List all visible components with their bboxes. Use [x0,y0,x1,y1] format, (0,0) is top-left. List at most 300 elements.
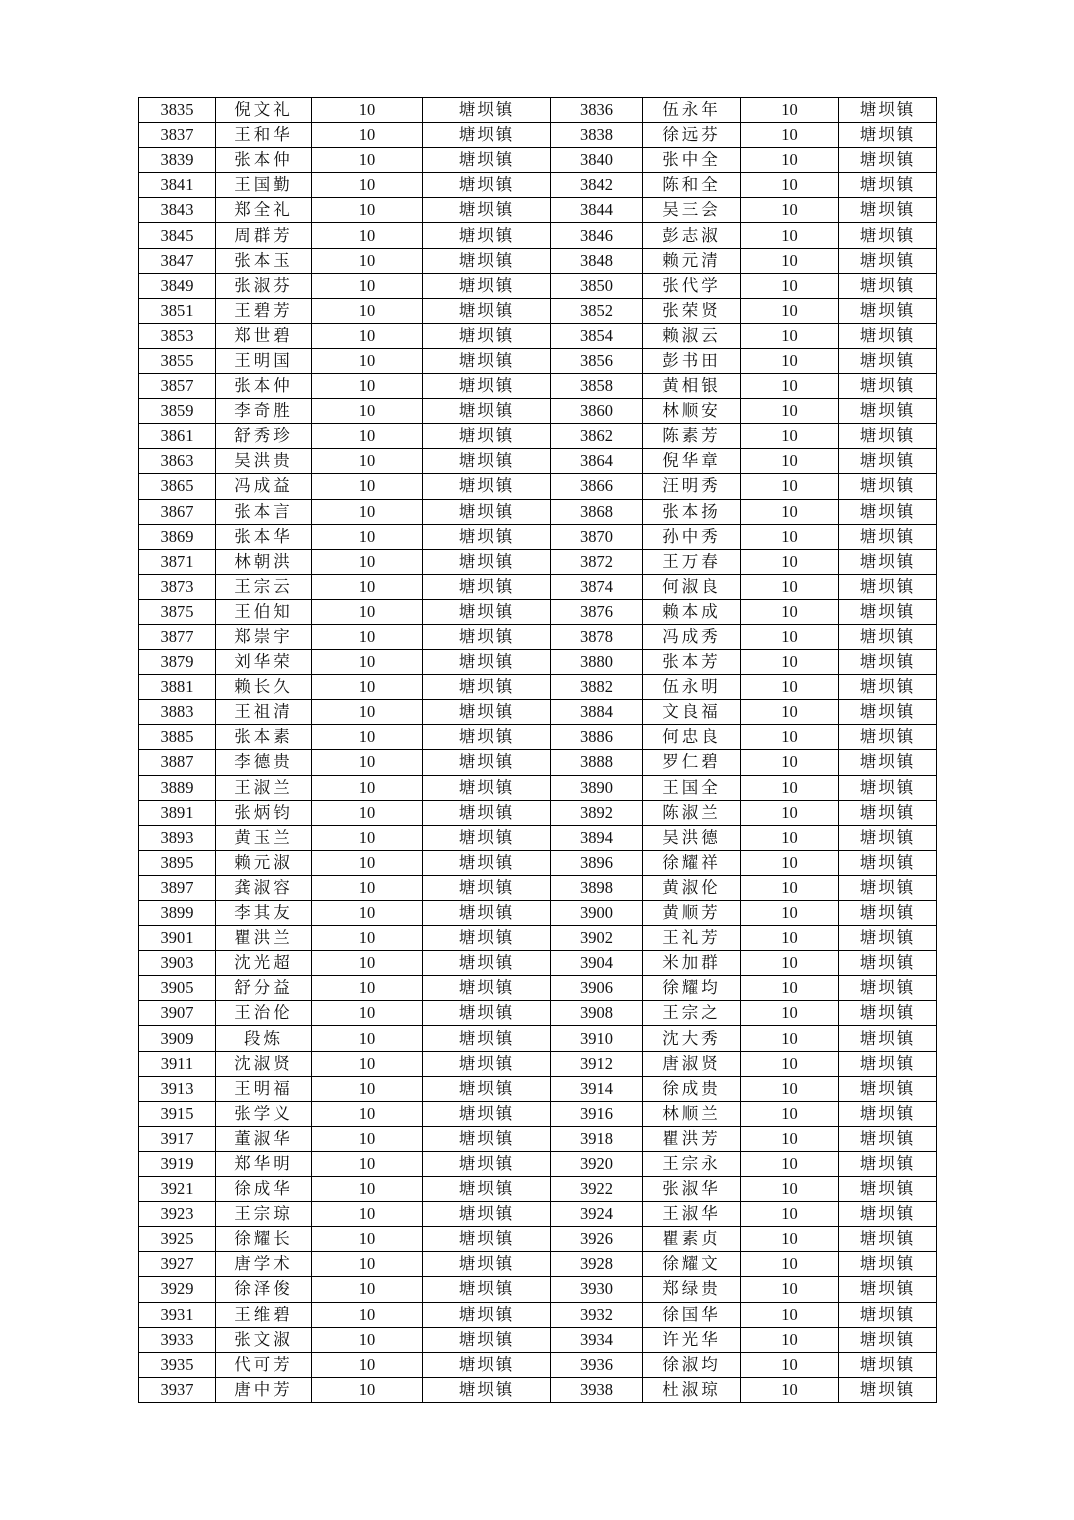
cell-town: 塘坝镇 [839,1151,937,1176]
cell-id: 3864 [551,449,643,474]
cell-town: 塘坝镇 [839,248,937,273]
cell-score: 10 [741,374,839,399]
cell-score: 10 [741,599,839,624]
cell-id: 3861 [139,424,216,449]
cell-name: 王祖清 [216,700,312,725]
cell-name: 张本素 [216,725,312,750]
cell-id: 3899 [139,901,216,926]
cell-score: 10 [312,198,423,223]
cell-town: 塘坝镇 [839,399,937,424]
cell-name: 郑绿贵 [643,1277,741,1302]
cell-name: 王国勤 [216,173,312,198]
table-row [139,549,937,574]
cell-town: 塘坝镇 [839,800,937,825]
cell-id: 3895 [139,850,216,875]
cell-town: 塘坝镇 [839,875,937,900]
cell-town: 塘坝镇 [423,1177,551,1202]
cell-name: 张文淑 [216,1327,312,1352]
cell-town: 塘坝镇 [839,298,937,323]
table-row [139,1277,937,1302]
table-row [139,976,937,1001]
cell-town: 塘坝镇 [839,1101,937,1126]
table-row [139,348,937,373]
cell-name: 赖淑云 [643,323,741,348]
cell-name: 刘华荣 [216,650,312,675]
cell-score: 10 [741,474,839,499]
cell-name: 郑崇宇 [216,624,312,649]
cell-id: 3839 [139,148,216,173]
cell-score: 10 [312,875,423,900]
cell-name: 周群芳 [216,223,312,248]
table-row [139,1076,937,1101]
table-row [139,1377,937,1402]
cell-name: 张淑华 [643,1177,741,1202]
cell-score: 10 [741,1151,839,1176]
cell-town: 塘坝镇 [423,123,551,148]
cell-score: 10 [312,700,423,725]
cell-town: 塘坝镇 [423,424,551,449]
cell-name: 唐中芳 [216,1377,312,1402]
cell-id: 3853 [139,323,216,348]
cell-score: 10 [312,750,423,775]
cell-id: 3930 [551,1277,643,1302]
cell-score: 10 [312,1126,423,1151]
cell-id: 3925 [139,1227,216,1252]
cell-id: 3859 [139,399,216,424]
cell-town: 塘坝镇 [839,825,937,850]
cell-name: 王明国 [216,348,312,373]
cell-score: 10 [741,1076,839,1101]
cell-town: 塘坝镇 [839,1327,937,1352]
cell-id: 3878 [551,624,643,649]
cell-score: 10 [312,1001,423,1026]
cell-id: 3904 [551,951,643,976]
cell-score: 10 [741,1001,839,1026]
cell-name: 何忠良 [643,725,741,750]
cell-town: 塘坝镇 [423,775,551,800]
cell-score: 10 [312,775,423,800]
cell-town: 塘坝镇 [423,348,551,373]
cell-town: 塘坝镇 [423,901,551,926]
cell-score: 10 [741,976,839,1001]
cell-name: 王宗永 [643,1151,741,1176]
table-row [139,1227,937,1252]
table-row [139,850,937,875]
cell-town: 塘坝镇 [839,1076,937,1101]
cell-town: 塘坝镇 [423,374,551,399]
cell-name: 黄玉兰 [216,825,312,850]
cell-id: 3938 [551,1377,643,1402]
cell-town: 塘坝镇 [839,951,937,976]
cell-score: 10 [741,273,839,298]
table-row [139,926,937,951]
cell-id: 3924 [551,1202,643,1227]
cell-id: 3836 [551,98,643,123]
cell-id: 3860 [551,399,643,424]
cell-id: 3883 [139,700,216,725]
cell-score: 10 [741,424,839,449]
cell-name: 张中全 [643,148,741,173]
cell-score: 10 [312,1302,423,1327]
cell-name: 徐耀均 [643,976,741,1001]
cell-town: 塘坝镇 [423,1377,551,1402]
cell-score: 10 [312,1227,423,1252]
cell-town: 塘坝镇 [423,1302,551,1327]
cell-id: 3927 [139,1252,216,1277]
cell-score: 10 [312,248,423,273]
cell-score: 10 [741,198,839,223]
cell-id: 3917 [139,1126,216,1151]
table-row [139,449,937,474]
cell-id: 3918 [551,1126,643,1151]
cell-name: 张代学 [643,273,741,298]
table-row [139,399,937,424]
cell-score: 10 [741,825,839,850]
cell-score: 10 [741,675,839,700]
cell-score: 10 [312,1252,423,1277]
cell-id: 3871 [139,549,216,574]
cell-id: 3932 [551,1302,643,1327]
cell-id: 3936 [551,1352,643,1377]
cell-id: 3893 [139,825,216,850]
cell-id: 3929 [139,1277,216,1302]
cell-score: 10 [312,850,423,875]
cell-town: 塘坝镇 [423,825,551,850]
cell-id: 3885 [139,725,216,750]
cell-score: 10 [312,1277,423,1302]
cell-town: 塘坝镇 [839,98,937,123]
cell-name: 郑华明 [216,1151,312,1176]
cell-score: 10 [741,750,839,775]
cell-id: 3835 [139,98,216,123]
table-row [139,223,937,248]
cell-name: 李德贵 [216,750,312,775]
cell-id: 3906 [551,976,643,1001]
cell-score: 10 [312,499,423,524]
table-row [139,700,937,725]
cell-town: 塘坝镇 [423,98,551,123]
cell-town: 塘坝镇 [423,399,551,424]
cell-town: 塘坝镇 [423,1001,551,1026]
cell-name: 徐远芬 [643,123,741,148]
cell-name: 徐耀祥 [643,850,741,875]
cell-name: 王宗之 [643,1001,741,1026]
cell-score: 10 [312,399,423,424]
cell-score: 10 [741,1302,839,1327]
cell-name: 汪明秀 [643,474,741,499]
table-row [139,825,937,850]
cell-id: 3912 [551,1051,643,1076]
cell-town: 塘坝镇 [423,700,551,725]
cell-name: 徐成华 [216,1177,312,1202]
cell-town: 塘坝镇 [423,650,551,675]
cell-name: 吴洪贵 [216,449,312,474]
cell-id: 3934 [551,1327,643,1352]
cell-id: 3867 [139,499,216,524]
cell-town: 塘坝镇 [423,875,551,900]
table-row [139,1001,937,1026]
cell-town: 塘坝镇 [839,549,937,574]
cell-id: 3913 [139,1076,216,1101]
cell-town: 塘坝镇 [839,198,937,223]
table-row [139,775,937,800]
cell-score: 10 [312,424,423,449]
table-row [139,1151,937,1176]
table-row [139,1126,937,1151]
cell-score: 10 [312,574,423,599]
cell-town: 塘坝镇 [423,1026,551,1051]
cell-id: 3887 [139,750,216,775]
cell-town: 塘坝镇 [423,1252,551,1277]
cell-name: 林朝洪 [216,549,312,574]
cell-name: 吴洪德 [643,825,741,850]
cell-town: 塘坝镇 [839,1302,937,1327]
cell-town: 塘坝镇 [839,1227,937,1252]
cell-town: 塘坝镇 [423,524,551,549]
cell-town: 塘坝镇 [423,248,551,273]
cell-id: 3919 [139,1151,216,1176]
cell-town: 塘坝镇 [423,198,551,223]
cell-name: 王礼芳 [643,926,741,951]
cell-score: 10 [741,524,839,549]
cell-name: 王万春 [643,549,741,574]
cell-name: 沈大秀 [643,1026,741,1051]
cell-name: 张学义 [216,1101,312,1126]
cell-town: 塘坝镇 [839,348,937,373]
table-row [139,198,937,223]
cell-id: 3898 [551,875,643,900]
cell-score: 10 [741,1202,839,1227]
cell-score: 10 [741,399,839,424]
cell-town: 塘坝镇 [839,700,937,725]
cell-score: 10 [741,700,839,725]
cell-id: 3900 [551,901,643,926]
cell-id: 3866 [551,474,643,499]
cell-score: 10 [312,1076,423,1101]
cell-name: 瞿洪兰 [216,926,312,951]
cell-score: 10 [741,624,839,649]
table-row [139,173,937,198]
cell-score: 10 [741,549,839,574]
table-row [139,248,937,273]
cell-score: 10 [741,800,839,825]
cell-score: 10 [312,1101,423,1126]
cell-score: 10 [312,474,423,499]
cell-name: 彭志淑 [643,223,741,248]
cell-name: 张本扬 [643,499,741,524]
cell-id: 3857 [139,374,216,399]
cell-score: 10 [741,926,839,951]
roster-table [138,97,937,1403]
cell-score: 10 [741,173,839,198]
cell-id: 3876 [551,599,643,624]
cell-score: 10 [312,926,423,951]
cell-town: 塘坝镇 [839,1202,937,1227]
cell-name: 文良福 [643,700,741,725]
cell-name: 王淑华 [643,1202,741,1227]
cell-town: 塘坝镇 [839,650,937,675]
cell-score: 10 [312,1202,423,1227]
cell-name: 王宗云 [216,574,312,599]
cell-town: 塘坝镇 [839,976,937,1001]
cell-id: 3841 [139,173,216,198]
cell-score: 10 [741,875,839,900]
cell-name: 陈素芳 [643,424,741,449]
cell-town: 塘坝镇 [423,273,551,298]
cell-id: 3897 [139,875,216,900]
cell-town: 塘坝镇 [423,1076,551,1101]
cell-score: 10 [741,123,839,148]
table-row [139,474,937,499]
cell-score: 10 [741,951,839,976]
cell-town: 塘坝镇 [423,1352,551,1377]
cell-id: 3892 [551,800,643,825]
cell-name: 杜淑琼 [643,1377,741,1402]
cell-score: 10 [312,173,423,198]
cell-town: 塘坝镇 [423,1051,551,1076]
cell-score: 10 [741,323,839,348]
cell-score: 10 [312,951,423,976]
cell-town: 塘坝镇 [839,524,937,549]
cell-town: 塘坝镇 [423,599,551,624]
cell-id: 3935 [139,1352,216,1377]
cell-name: 徐淑均 [643,1352,741,1377]
cell-town: 塘坝镇 [423,574,551,599]
cell-score: 10 [312,273,423,298]
table-row [139,599,937,624]
cell-name: 张本玉 [216,248,312,273]
cell-name: 赖长久 [216,675,312,700]
cell-id: 3848 [551,248,643,273]
cell-town: 塘坝镇 [839,1352,937,1377]
cell-town: 塘坝镇 [423,800,551,825]
cell-town: 塘坝镇 [839,1001,937,1026]
cell-town: 塘坝镇 [423,1277,551,1302]
cell-town: 塘坝镇 [839,624,937,649]
cell-town: 塘坝镇 [839,1051,937,1076]
cell-town: 塘坝镇 [423,725,551,750]
cell-id: 3937 [139,1377,216,1402]
cell-town: 塘坝镇 [423,223,551,248]
cell-id: 3850 [551,273,643,298]
cell-town: 塘坝镇 [839,148,937,173]
cell-name: 徐耀文 [643,1252,741,1277]
cell-town: 塘坝镇 [423,850,551,875]
cell-score: 10 [312,675,423,700]
cell-id: 3870 [551,524,643,549]
cell-score: 10 [312,1051,423,1076]
cell-town: 塘坝镇 [839,850,937,875]
cell-name: 瞿洪芳 [643,1126,741,1151]
cell-id: 3888 [551,750,643,775]
cell-id: 3872 [551,549,643,574]
cell-name: 许光华 [643,1327,741,1352]
cell-town: 塘坝镇 [423,750,551,775]
table-row [139,1202,937,1227]
cell-score: 10 [312,123,423,148]
cell-id: 3886 [551,725,643,750]
cell-town: 塘坝镇 [839,926,937,951]
cell-name: 唐学术 [216,1252,312,1277]
cell-town: 塘坝镇 [839,273,937,298]
cell-town: 塘坝镇 [839,223,937,248]
cell-id: 3928 [551,1252,643,1277]
cell-town: 塘坝镇 [839,1252,937,1277]
cell-score: 10 [312,599,423,624]
cell-id: 3847 [139,248,216,273]
cell-score: 10 [741,98,839,123]
cell-town: 塘坝镇 [839,901,937,926]
cell-id: 3855 [139,348,216,373]
cell-id: 3881 [139,675,216,700]
cell-id: 3852 [551,298,643,323]
cell-id: 3845 [139,223,216,248]
cell-score: 10 [741,901,839,926]
cell-score: 10 [312,1026,423,1051]
cell-town: 塘坝镇 [839,424,937,449]
cell-id: 3923 [139,1202,216,1227]
cell-name: 赖本成 [643,599,741,624]
table-row [139,298,937,323]
cell-name: 罗仁碧 [643,750,741,775]
cell-town: 塘坝镇 [839,173,937,198]
table-row [139,323,937,348]
cell-name: 米加群 [643,951,741,976]
table-row [139,1177,937,1202]
cell-score: 10 [312,725,423,750]
cell-score: 10 [312,323,423,348]
cell-town: 塘坝镇 [423,675,551,700]
cell-id: 3891 [139,800,216,825]
cell-name: 黄淑伦 [643,875,741,900]
cell-id: 3933 [139,1327,216,1352]
cell-score: 10 [312,98,423,123]
cell-town: 塘坝镇 [423,148,551,173]
cell-town: 塘坝镇 [839,1026,937,1051]
cell-name: 陈淑兰 [643,800,741,825]
cell-id: 3911 [139,1051,216,1076]
cell-score: 10 [741,1051,839,1076]
cell-id: 3879 [139,650,216,675]
cell-town: 塘坝镇 [423,976,551,1001]
table-row [139,424,937,449]
table-row [139,901,937,926]
cell-name: 王治伦 [216,1001,312,1026]
cell-score: 10 [741,650,839,675]
cell-score: 10 [312,148,423,173]
cell-town: 塘坝镇 [423,1202,551,1227]
cell-score: 10 [312,348,423,373]
table-row [139,624,937,649]
cell-town: 塘坝镇 [423,1227,551,1252]
cell-name: 张本华 [216,524,312,549]
cell-id: 3926 [551,1227,643,1252]
cell-name: 伍永明 [643,675,741,700]
cell-id: 3921 [139,1177,216,1202]
cell-name: 王明福 [216,1076,312,1101]
cell-id: 3903 [139,951,216,976]
cell-name: 黄顺芳 [643,901,741,926]
cell-name: 陈和全 [643,173,741,198]
cell-score: 10 [312,449,423,474]
cell-score: 10 [741,499,839,524]
cell-name: 郑全礼 [216,198,312,223]
cell-name: 吴三会 [643,198,741,223]
cell-name: 王国全 [643,775,741,800]
cell-score: 10 [741,574,839,599]
cell-id: 3846 [551,223,643,248]
cell-name: 段炼 [216,1026,312,1051]
